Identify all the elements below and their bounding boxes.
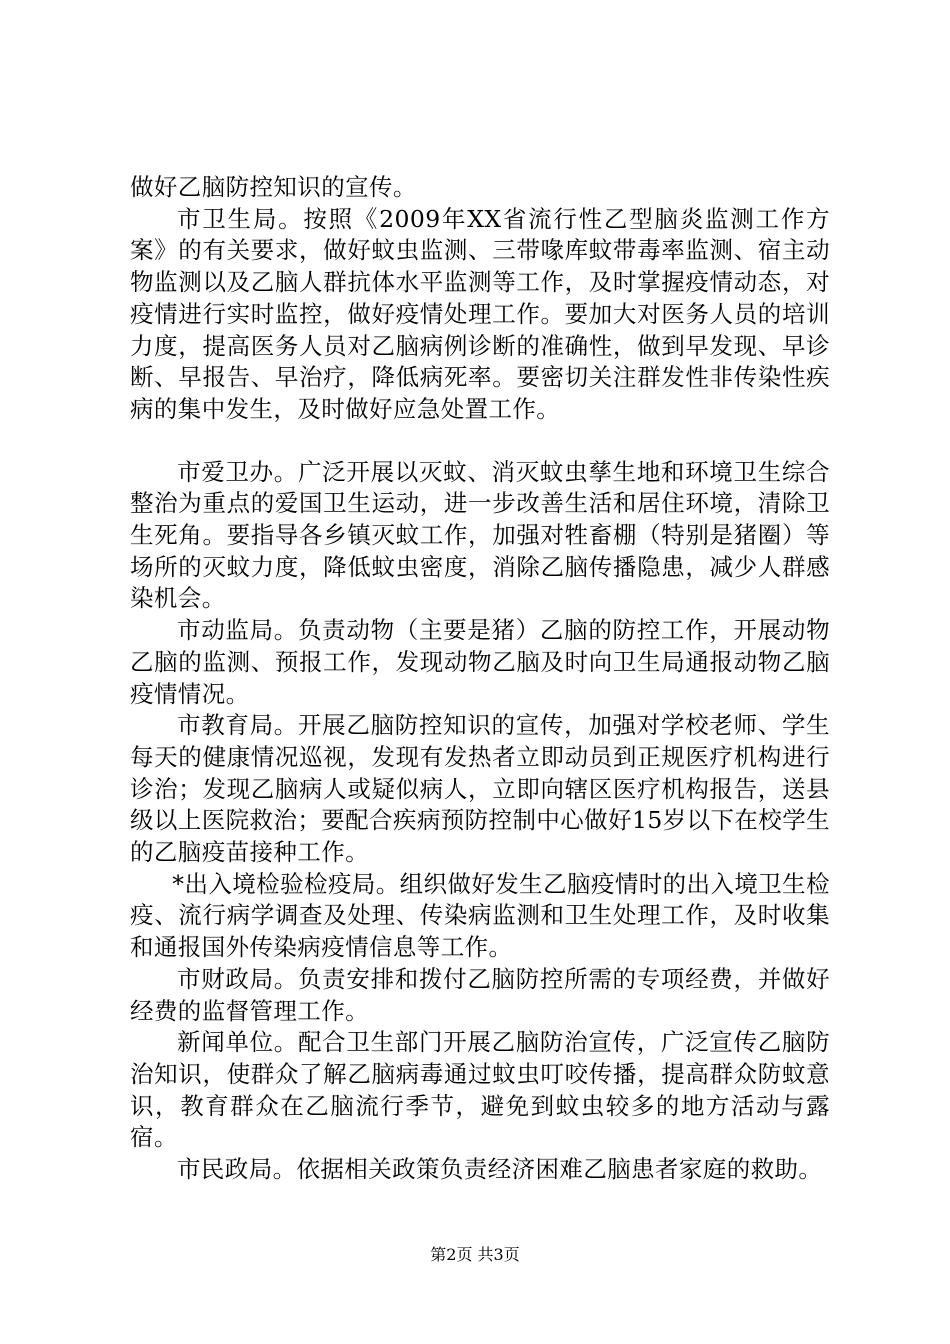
paragraph-health-bureau: 市卫生局。按照《2009年XX省流行性乙型脑炎监测工作方案》的有关要求，做好蚊虫监测、三带喙库蚊带毒率监测、宿主动物监测以及乙脑人群抗体水平监测等工作，及时掌握疫情动态，对疫情进行实时监控，做好疫情处理工作。要加大对医务人员的培训力度，提高医务人员对乙脑病例诊断的准确性，做到早发现、早诊断、早报告、早治疗，降低病死率。要密切关注群发性非传染性疾病的集中发生，及时做好应急处置工作。 <box>130 204 830 423</box>
paragraph-news-units: 新闻单位。配合卫生部门开展乙脑防治宣传，广泛宣传乙脑防治知识，使群众了解乙脑病毒通过蚊虫叮咬传播，提高群众防蚊意识，教育群众在乙脑流行季节，避免到蚊虫较多的地方活动与露宿。 <box>130 1028 830 1152</box>
paragraph-inspection-quarantine-bureau: *出入境检验检疫局。组织做好发生乙脑疫情时的出入境卫生检疫、流行病学调查及处理、传染病监测和卫生处理工作，及时收集和通报国外传染病疫情信息等工作。 <box>130 869 830 962</box>
paragraph-education-bureau: 市教育局。开展乙脑防控知识的宣传，加强对学校老师、学生每天的健康情况巡视，发现有发热者立即动员到正规医疗机构进行诊治；发现乙脑病人或疑似病人，立即向辖区医疗机构报告，送县级以上医院救治；要配合疾病预防控制中心做好15岁以下在校学生的乙脑疫苗接种工作。 <box>130 711 830 867</box>
paragraph-finance-bureau: 市财政局。负责安排和拨付乙脑防控所需的专项经费，并做好经费的监督管理工作。 <box>130 964 830 1025</box>
paragraph-continuation: 做好乙脑防控知识的宣传。 <box>130 173 417 201</box>
paragraph-patriotic-health-office: 市爱卫办。广泛开展以灭蚊、消灭蚊虫孳生地和环境卫生综合整治为重点的爱国卫生运动，进一步改善生活和居住环境，清除卫生死角。要指导各乡镇灭蚊工作，加强对牲畜棚（特别是猪圈）等场所的灭蚊力度，降低蚊虫密度，消除乙脑传播隐患，减少人群感染机会。 <box>130 457 830 613</box>
page-footer: 第2页 共3页 <box>430 1245 520 1264</box>
paragraph-civil-affairs-bureau: 市民政局。依据相关政策负责经济困难乙脑患者家庭的救助。 <box>177 1155 823 1184</box>
document-body <box>130 172 830 1186</box>
paragraph-animal-supervision-bureau: 市动监局。负责动物（主要是猪）乙脑的防控工作，开展动物乙脑的监测、预报工作，发现动物乙脑及时向卫生局通报动物乙脑疫情情况。 <box>130 616 830 708</box>
